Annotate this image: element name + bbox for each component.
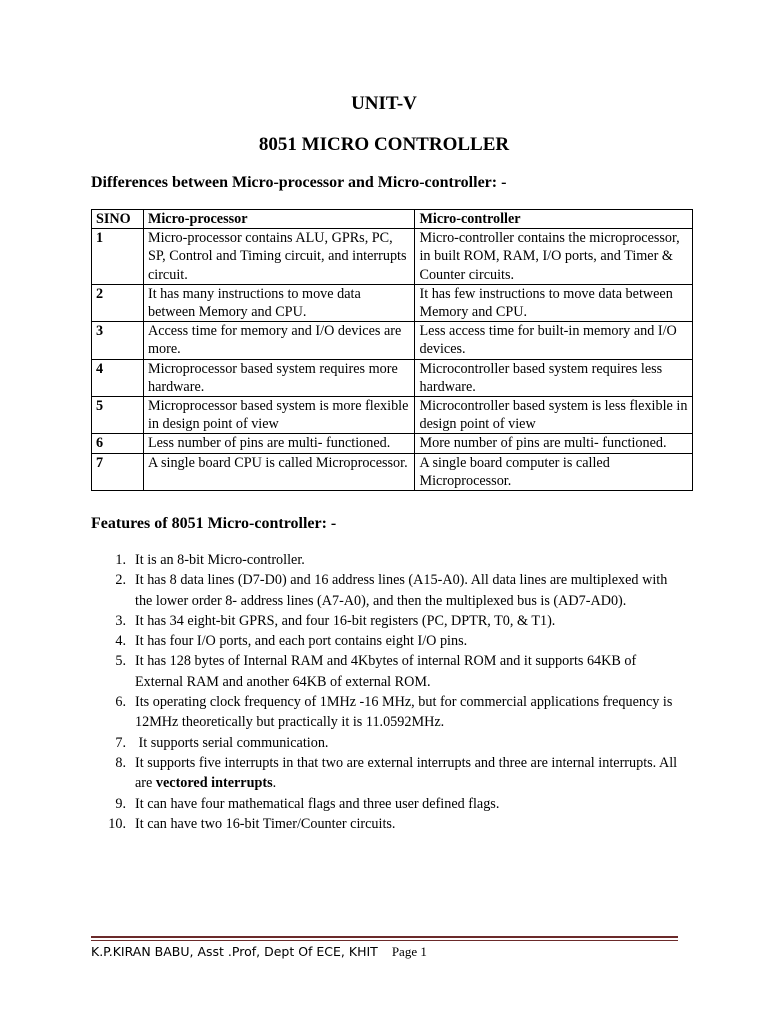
sino-cell: 7 [92, 453, 144, 490]
list-number: 5. [115, 653, 126, 670]
table-row [92, 453, 693, 490]
microcontroller-cell: More number of pins are multi- functioned. [415, 434, 693, 453]
list-item-text: It supports serial communication. [135, 734, 329, 751]
column-header-microprocessor: Micro-processor [143, 210, 415, 229]
column-header-microcontroller: Micro-controller [415, 210, 693, 229]
microprocessor-cell: Micro-processor contains ALU, GPRs, PC, SP, Control and Timing circuit, and interrupts circuit. [143, 229, 415, 285]
list-item-text: It can have four mathematical flags and three user defined flags. [135, 795, 500, 812]
differences-table [91, 209, 693, 491]
list-item-text: Its operating clock frequency of 1MHz -16 MHz, but for commercial applications frequency is 12MHz theoretically but practically it is 11.0592MHz. [135, 694, 673, 731]
list-item-bold-text: vectored interrupts [155, 775, 273, 792]
list-item [91, 733, 681, 753]
sino-cell: 5 [92, 397, 144, 434]
list-item-text: It supports five interrupts in that two are external interrupts and three are internal interrupts. All are [135, 754, 678, 792]
list-item [91, 631, 681, 651]
list-number: 2. [115, 572, 126, 589]
sino-cell: 4 [92, 359, 144, 396]
unit-title: UNIT-V [351, 93, 417, 114]
list-number: 7. [115, 734, 126, 751]
footer-divider [91, 936, 678, 938]
sino-cell: 1 [92, 229, 144, 285]
microprocessor-cell: Microprocessor based system is more flexible in design point of view [143, 397, 415, 434]
table-row [92, 322, 693, 359]
list-number: 1. [115, 552, 126, 568]
microprocessor-cell: Less number of pins are multi- functioned. [143, 434, 415, 453]
list-item-text: It has 34 eight-bit GPRS, and four 16-bit registers (PC, DPTR, T0, & T1). [135, 612, 556, 629]
list-number: 9. [115, 795, 126, 812]
list-item [91, 753, 681, 794]
microcontroller-cell: Microcontroller based system is less flexible in design point of view [415, 397, 693, 434]
table-row [92, 229, 693, 285]
list-item-text: It has 8 data lines (D7-D0) and 16 address lines (A15-A0). All data lines are multiplexed with the lower order 8- address lines (A7-A0), and then the multiplexed bus is (AD7-AD0). [135, 572, 668, 609]
sino-cell: 3 [92, 322, 144, 359]
page-title: 8051 MICRO CONTROLLER [258, 134, 510, 155]
table-row [92, 434, 693, 453]
list-item [91, 651, 681, 692]
differences-heading: Differences between Micro-processor and Micro-controller: - [91, 174, 507, 191]
list-number: 10. [108, 815, 126, 832]
microprocessor-cell: Access time for memory and I/O devices are more. [143, 322, 415, 359]
list-item [91, 692, 681, 733]
list-number: 3. [115, 612, 126, 629]
page-number: Page 1 [391, 944, 427, 959]
table-row [92, 397, 693, 434]
footer-divider-thin [91, 940, 678, 941]
footer-author: K.P.KIRAN BABU, Asst .Prof, Dept Of ECE, KHIT [91, 944, 378, 959]
microcontroller-cell: A single board computer is called Microprocessor. [415, 453, 693, 490]
features-list [91, 550, 681, 834]
table-row [92, 284, 693, 321]
table-header-row [92, 210, 693, 229]
microprocessor-cell: A single board CPU is called Microprocessor. [143, 453, 415, 490]
microcontroller-cell: Micro-controller contains the microprocessor, in built ROM, RAM, I/O ports, and Timer & Counter circuits. [415, 229, 693, 285]
list-item-text: It has 128 bytes of Internal RAM and 4Kbytes of internal ROM and it supports 64KB of External RAM and another 64KB of external ROM. [135, 653, 637, 690]
list-item [91, 794, 681, 814]
table-row [92, 359, 693, 396]
microcontroller-cell: Less access time for built-in memory and I/O devices. [415, 322, 693, 359]
list-item-text: It can have two 16-bit Timer/Counter circuits. [135, 815, 396, 832]
microprocessor-cell: Microprocessor based system requires more hardware. [143, 359, 415, 396]
features-heading: Features of 8051 Micro-controller: - [91, 515, 337, 532]
microcontroller-cell: It has few instructions to move data between Memory and CPU. [415, 284, 693, 321]
list-number: 6. [115, 694, 126, 711]
list-item-text-end: . [272, 775, 277, 792]
list-number: 8. [115, 754, 126, 771]
list-item [91, 814, 681, 834]
list-item-text: It is an 8-bit Micro-controller. [135, 552, 305, 568]
list-item [91, 611, 681, 631]
list-item [91, 570, 681, 611]
microcontroller-cell: Microcontroller based system requires less hardware. [415, 359, 693, 396]
list-number: 4. [115, 633, 126, 650]
sino-cell: 6 [92, 434, 144, 453]
list-item-text: It has four I/O ports, and each port contains eight I/O pins. [135, 633, 468, 650]
list-item [91, 550, 681, 570]
page-footer [91, 944, 427, 960]
column-header-sino: SINO [92, 210, 144, 229]
microprocessor-cell: It has many instructions to move data between Memory and CPU. [143, 284, 415, 321]
sino-cell: 2 [92, 284, 144, 321]
